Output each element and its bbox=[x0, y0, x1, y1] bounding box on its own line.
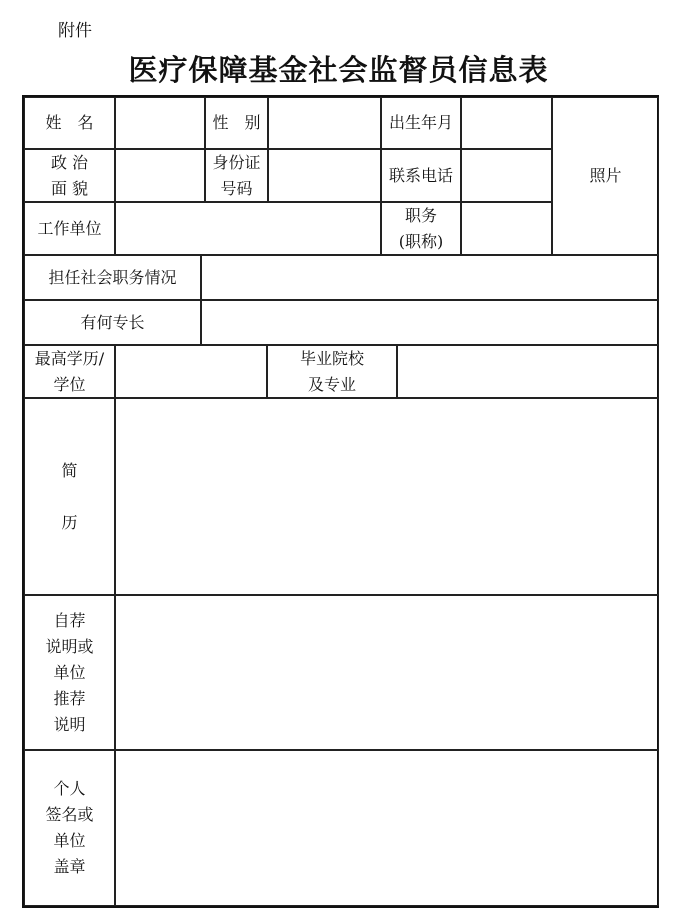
birth-field[interactable] bbox=[461, 97, 552, 149]
work-unit-field[interactable] bbox=[115, 202, 381, 255]
political-status-label: 政 治 面 貌 bbox=[24, 149, 115, 202]
social-role-label: 担任社会职务情况 bbox=[24, 255, 201, 300]
form-title: 医疗保障基金社会监督员信息表 bbox=[128, 53, 549, 87]
id-number-field[interactable] bbox=[268, 149, 381, 202]
education-label: 最高学历/ 学位 bbox=[24, 345, 115, 398]
recommendation-label: 自荐 说明或 单位 推荐 说明 bbox=[24, 595, 115, 750]
gender-field[interactable] bbox=[268, 97, 381, 149]
school-major-field[interactable] bbox=[397, 345, 659, 398]
resume-field[interactable] bbox=[115, 398, 659, 595]
resume-label: 简 历 bbox=[24, 398, 115, 595]
social-role-field[interactable] bbox=[201, 255, 659, 300]
signature-field[interactable] bbox=[115, 750, 659, 906]
recommendation-field[interactable] bbox=[115, 595, 659, 750]
info-form-table bbox=[22, 95, 659, 908]
name-label: 姓 名 bbox=[24, 97, 115, 149]
attachment-label: 附件 bbox=[58, 21, 92, 41]
birth-label: 出生年月 bbox=[381, 97, 461, 149]
expertise-field[interactable] bbox=[201, 300, 659, 345]
signature-label: 个人 签名或 单位 盖章 bbox=[24, 750, 115, 906]
phone-field[interactable] bbox=[461, 149, 552, 202]
position-label: 职务 (职称) bbox=[381, 202, 461, 255]
political-status-field[interactable] bbox=[115, 149, 205, 202]
phone-label: 联系电话 bbox=[381, 149, 461, 202]
photo-box[interactable]: 照片 bbox=[552, 97, 659, 255]
name-field[interactable] bbox=[115, 97, 205, 149]
position-field[interactable] bbox=[461, 202, 552, 255]
school-major-label: 毕业院校 及专业 bbox=[267, 345, 397, 398]
id-number-label: 身份证 号码 bbox=[205, 149, 268, 202]
gender-label: 性 别 bbox=[205, 97, 268, 149]
work-unit-label: 工作单位 bbox=[24, 202, 115, 255]
expertise-label: 有何专长 bbox=[24, 300, 201, 345]
education-field[interactable] bbox=[115, 345, 267, 398]
